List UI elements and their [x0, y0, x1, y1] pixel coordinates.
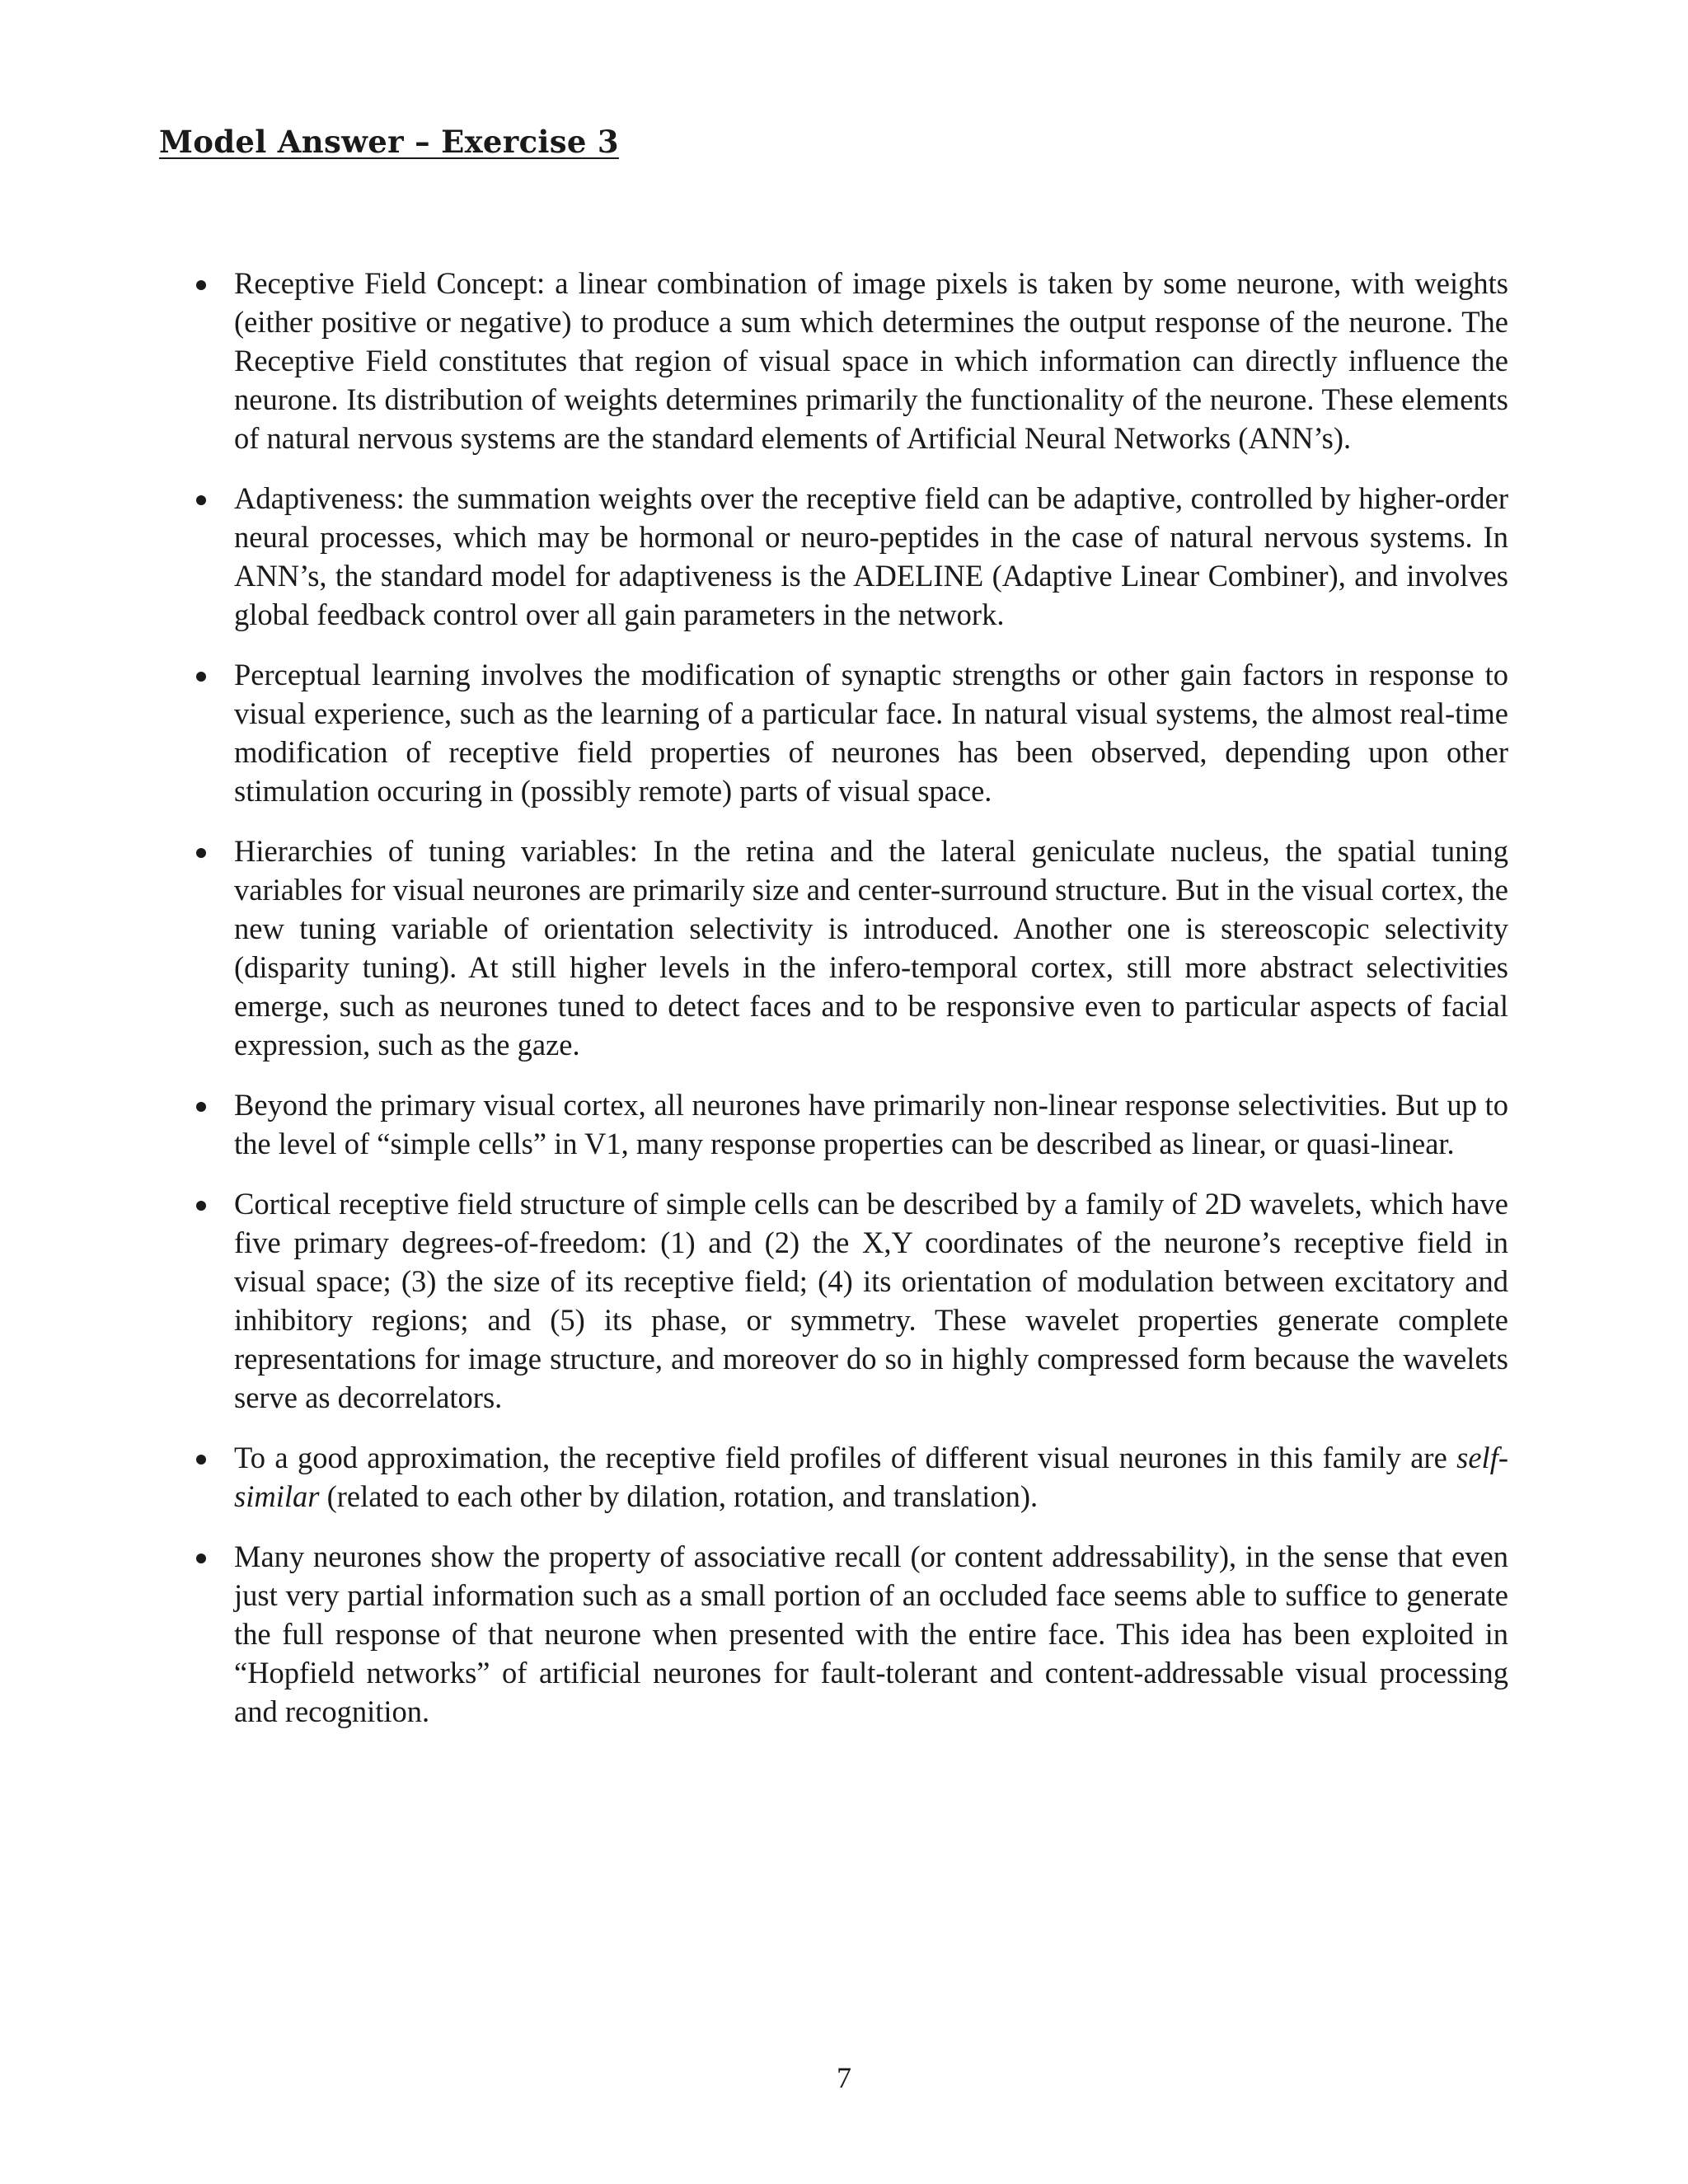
bullet-dot-icon [196, 848, 206, 858]
bullet-item-hierarchies [191, 832, 1508, 1064]
bullet-dot-icon [196, 495, 206, 505]
bullet-dot-icon [196, 1455, 206, 1465]
bullet-dot-icon [196, 672, 206, 682]
bullet-item-self-similar [191, 1438, 1508, 1516]
bullet-dot-icon [196, 1201, 206, 1211]
bullet-text: Beyond the primary visual cortex, all neurones have primarily non-linear response selectivities. But up to the level of “simple cells” in V1, many response properties can be described as linear, or quasi-linear. [234, 1088, 1508, 1160]
bullet-text: Adaptiveness: the summation weights over the receptive field can be adaptive, controlled by higher-order neural processes, which may be hormonal or neuro-peptides in the case of natural nervous systems. In ANN’s, the standard model for adaptiveness is the ADELINE (Adaptive Linear Combiner), and involves global feedback control over all gain parameters in the network. [234, 481, 1508, 631]
bullet-list [191, 264, 1508, 1752]
bullet-dot-icon [196, 280, 206, 290]
bullet-text: Many neurones show the property of associative recall (or content addressability), in the sense that even just very partial information such as a small portion of an occluded face seems able to suffice to generate the full response of that neurone when presented with the entire face. This idea has been exploited in “Hopfield networks” of artificial neurones for fault-tolerant and content-addressable visual processing and recognition. [234, 1540, 1508, 1728]
bullet-item-adaptiveness [191, 479, 1508, 634]
bullet-item-wavelets [191, 1184, 1508, 1417]
page-title: Model Answer – Exercise 3 [159, 124, 619, 160]
bullet-text: Hierarchies of tuning variables: In the retina and the lateral geniculate nucleus, the spatial tuning variables for visual neurones are primarily size and center-surround structure. But in the visual cortex, the new tuning variable of orientation selectivity is introduced. Another one is stereoscopic selectivity (disparity tuning). At still higher levels in the infero-temporal cortex, still more abstract selectivities emerge, such as neurones tuned to detect faces and to be responsive even to particular aspects of facial expression, such as the gaze. [234, 834, 1508, 1062]
bullet-text-before: To a good approximation, the receptive field profiles of different visual neurones in this family are [234, 1441, 1457, 1474]
bullet-item-perceptual-learning [191, 655, 1508, 810]
bullet-text: Perceptual learning involves the modification of synaptic strengths or other gain factors in response to visual experience, such as the learning of a particular face. In natural visual systems, the almost real-time modification of receptive field properties of neurones has been observed, depending upon other stimulation occuring in (possibly remote) parts of visual space. [234, 658, 1508, 808]
bullet-item-receptive-field [191, 264, 1508, 457]
bullet-dot-icon [196, 1554, 206, 1563]
bullet-item-non-linear [191, 1085, 1508, 1163]
bullet-text-italic: self-similar [234, 1441, 1508, 1513]
bullet-dot-icon [196, 1102, 206, 1112]
bullet-text-after: (related to each other by dilation, rotation, and translation). [319, 1479, 1039, 1513]
bullet-text: Receptive Field Concept: a linear combination of image pixels is taken by some neurone, with weights (either positive or negative) to produce a sum which determines the output response of the neurone. The Receptive Field constitutes that region of visual space in which information can directly influence the neurone. Its distribution of weights determines primarily the functionality of the neurone. These elements of natural nervous systems are the standard elements of Artificial Neural Networks (ANN’s). [234, 266, 1508, 455]
page-number: 7 [837, 2061, 851, 2094]
bullet-item-associative-recall [191, 1537, 1508, 1731]
bullet-text: Cortical receptive field structure of simple cells can be described by a family of 2D wavelets, which have five primary degrees-of-freedom: (1) and (2) the X,Y coordinates of the neurone’s receptive field in visual space; (3) the size of its receptive field; (4) its orientation of modulation between excitatory and inhibitory regions; and (5) its phase, or symmetry. These wavelet properties generate complete representations for image structure, and moreover do so in highly compressed form because the wavelets serve as decorrelators. [234, 1187, 1508, 1414]
